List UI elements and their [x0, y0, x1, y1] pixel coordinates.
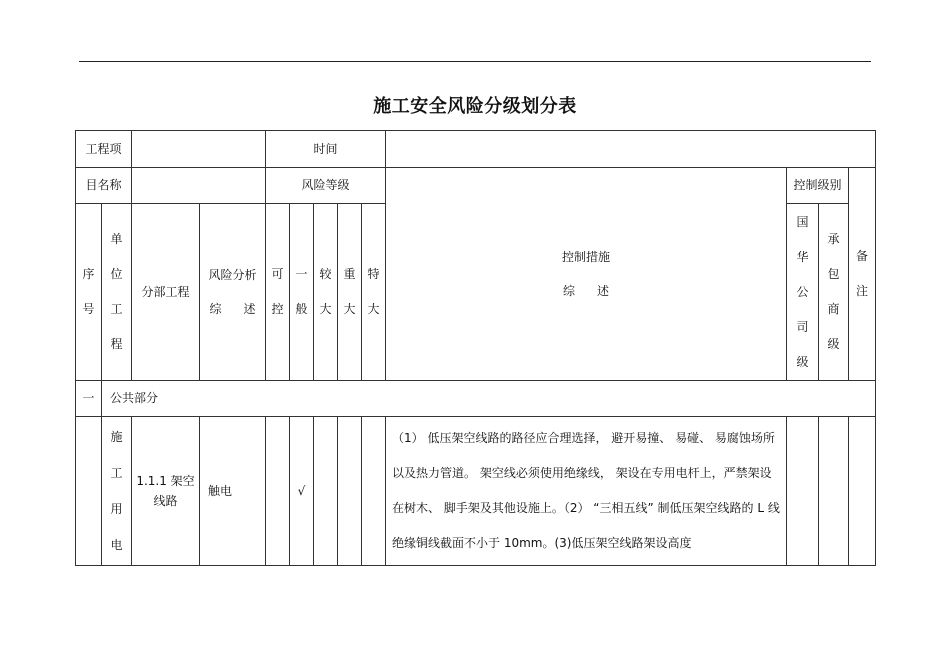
row-company-level-cell [787, 417, 819, 566]
level-larger-char-1: 较 [319, 267, 332, 281]
company-level-char-5: 级 [796, 354, 809, 369]
row-sub-project-line2: 线路 [153, 494, 178, 508]
row-unit-project-char-1: 施 [110, 430, 123, 444]
level-controllable-header [266, 204, 290, 381]
unit-project-char-4: 程 [110, 337, 123, 351]
contractor-level-header [819, 204, 849, 381]
control-level-header [787, 168, 849, 204]
contractor-level-char-4: 级 [827, 337, 840, 351]
level-extreme-char-1: 特 [367, 267, 380, 281]
level-general-char-1: 一 [295, 267, 308, 281]
row-level-general-cell [290, 417, 314, 566]
row-contractor-level-cell [819, 417, 849, 566]
project-name-value-cell [132, 131, 266, 168]
risk-analysis-sub-char-2: 述 [243, 302, 256, 316]
seq-header [76, 204, 102, 381]
time-label-cell [266, 131, 386, 168]
contractor-level-char-3: 商 [827, 302, 840, 316]
unit-project-char-2: 位 [110, 267, 123, 281]
row-seq-cell [76, 417, 102, 566]
project-name-value-cell-2 [132, 168, 266, 204]
level-major-char-2: 大 [343, 302, 356, 316]
time-value-cell [386, 131, 876, 168]
company-level-char-2: 华 [796, 249, 809, 264]
row-measures-cell [386, 417, 787, 566]
section-index: 一 [82, 391, 95, 406]
section-index-cell [76, 381, 102, 417]
row-unit-project-cell [102, 417, 132, 566]
row-remark-cell [849, 417, 876, 566]
sub-project-label: 分部工程 [141, 284, 190, 299]
row-level-controllable-cell [266, 417, 290, 566]
row-unit-project-char-3: 用 [110, 502, 123, 516]
control-measures-sub-char-2: 述 [596, 284, 609, 298]
level-general-char-2: 般 [295, 302, 308, 316]
time-label: 时间 [313, 141, 338, 156]
level-larger-header [314, 204, 338, 381]
level-extreme-header [362, 204, 386, 381]
risk-level-header [266, 168, 386, 204]
project-name-label-line1: 工程项 [85, 141, 122, 156]
company-level-char-1: 国 [796, 214, 809, 229]
risk-analysis-sub-char-1: 综 [209, 302, 222, 316]
row-level-larger-cell [314, 417, 338, 566]
seq-char-1: 序 [82, 267, 95, 281]
control-level-label: 控制级别 [793, 178, 842, 193]
row-sub-project-cell [132, 417, 200, 566]
row-level-major-cell [338, 417, 362, 566]
control-measures-header [386, 168, 787, 381]
document-title: 施工安全风险分级划分表 [373, 96, 577, 117]
unit-project-char-3: 工 [110, 302, 123, 316]
project-name-label-line2: 目名称 [85, 178, 122, 193]
row-control-measures-text: （1） 低压架空线路的路径应合理选择， 避开易撞、 易碰、 易腐蚀场所以及热力管道。 架空线必须使用绝缘线， 架设在专用电杆上，严禁架设在树木、 脚手架及其他设施上。（2） “三相五线” 制低压架空线路的 L 线绝缘铜线截面不小于 10mm。(3)低压架空线路架设高度 [392, 431, 780, 550]
control-measures-sub-char-1: 综 [563, 284, 576, 298]
company-level-char-4: 司 [796, 319, 809, 334]
row-sub-project-line1: 1.1.1 架空 [136, 474, 195, 488]
section-name-cell [102, 381, 876, 417]
section-name: 公共部分 [110, 391, 159, 406]
row-general-check-mark: √ [297, 483, 306, 498]
remark-header [849, 168, 876, 381]
remark-char-2: 注 [855, 284, 868, 298]
project-name-label-cell-2 [76, 168, 132, 204]
level-controllable-char-1: 可 [271, 267, 284, 281]
row-risk-analysis: 触电 [208, 483, 233, 498]
top-rule [79, 61, 871, 62]
sub-project-header [132, 204, 200, 381]
row-unit-project-char-2: 工 [110, 466, 123, 480]
level-larger-char-2: 大 [319, 302, 332, 316]
company-level-header [787, 204, 819, 381]
unit-project-header [102, 204, 132, 381]
control-measures-label: 控制措施 [561, 249, 610, 264]
unit-project-char-1: 单 [110, 232, 123, 246]
company-level-char-3: 公 [796, 284, 809, 299]
level-general-header [290, 204, 314, 381]
contractor-level-char-1: 承 [827, 232, 840, 246]
risk-classification-table [75, 130, 876, 566]
level-controllable-char-2: 控 [271, 302, 284, 316]
remark-char-1: 备 [855, 249, 868, 263]
row-risk-analysis-cell [200, 417, 266, 566]
contractor-level-char-2: 包 [827, 267, 840, 281]
row-level-extreme-cell [362, 417, 386, 566]
level-extreme-char-2: 大 [367, 302, 380, 316]
level-major-header [338, 204, 362, 381]
row-unit-project-char-4: 电 [110, 538, 123, 552]
level-major-char-1: 重 [343, 267, 356, 281]
project-name-label-cell [76, 131, 132, 168]
risk-analysis-label: 风险分析 [208, 267, 257, 282]
risk-level-label: 风险等级 [301, 178, 350, 193]
risk-analysis-header [200, 204, 266, 381]
seq-char-2: 号 [82, 302, 95, 316]
table-row [76, 417, 876, 566]
